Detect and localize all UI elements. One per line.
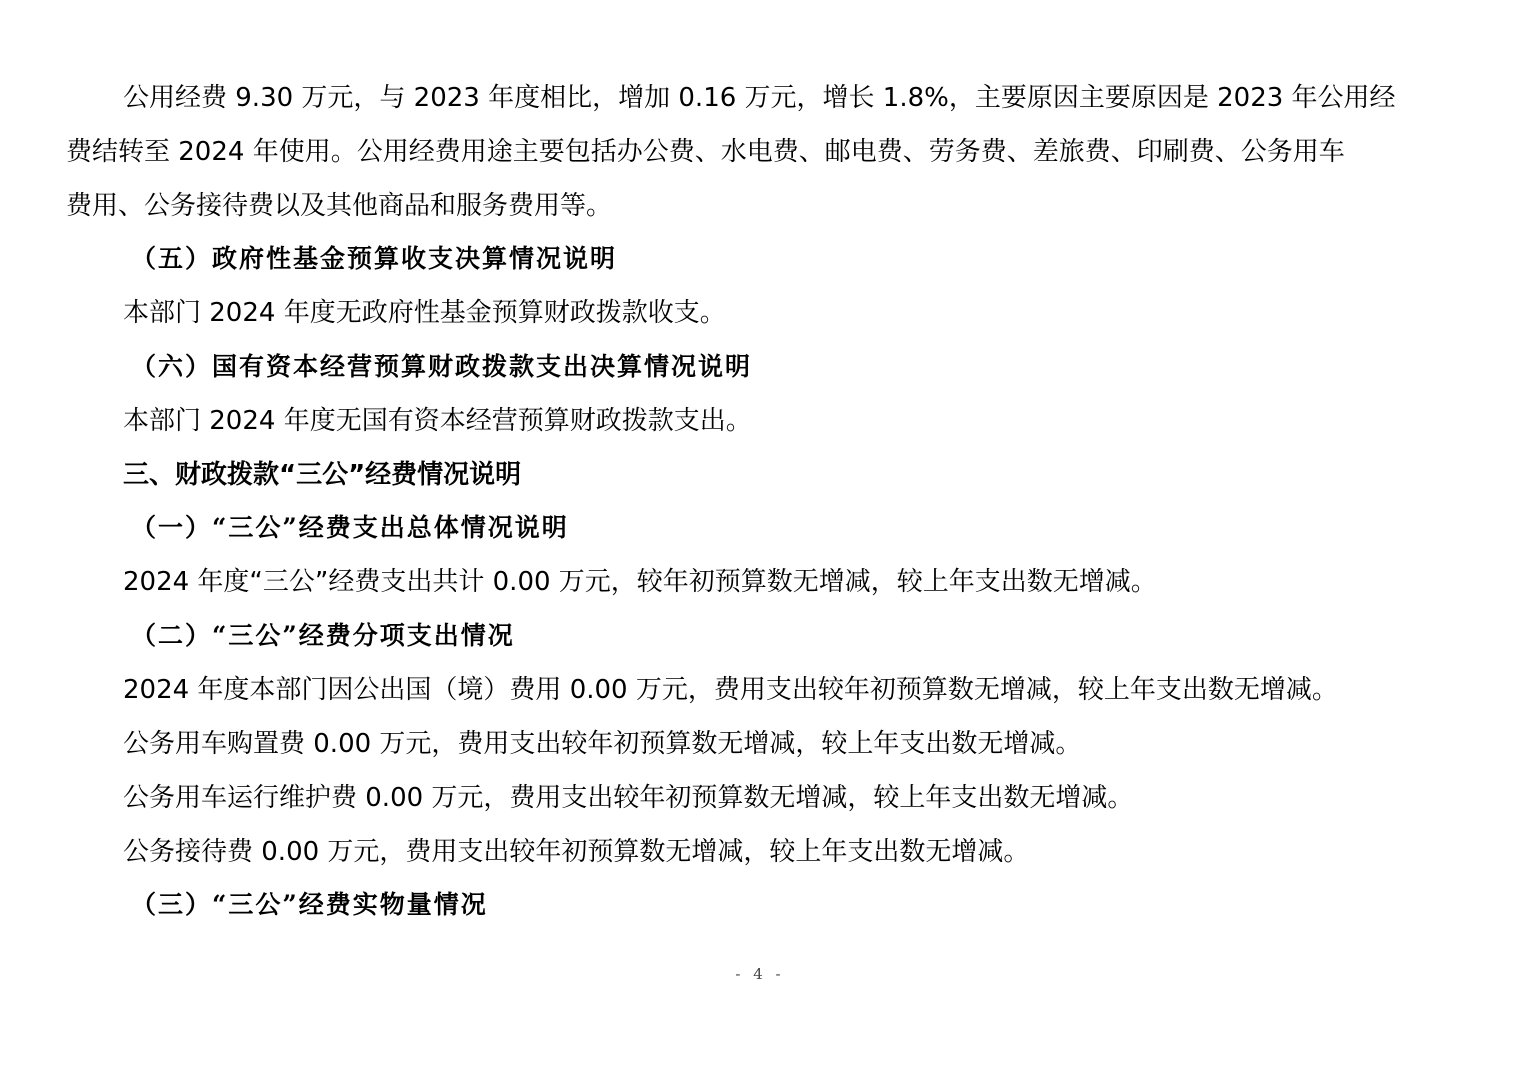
list-item-overseas-travel: 2024 年度本部门因公出国（境）费用 0.00 万元，费用支出较年初预算数无增减，较上年支出数无增减。 (123, 675, 1338, 705)
paragraph-state-capital-budget: 本部门 2024 年度无国有资本经营预算财政拨款支出。 (123, 406, 752, 436)
paragraph-government-fund-budget: 本部门 2024 年度无政府性基金预算财政拨款收支。 (123, 298, 726, 328)
subheading-overall-expenses: （一）“三公”经费支出总体情况说明 (131, 513, 569, 542)
list-item-vehicle-maintenance: 公务用车运行维护费 0.00 万元，费用支出较年初预算数无增减，较上年支出数无增减。 (123, 783, 1134, 813)
paragraph-public-funds-line-2: 费结转至 2024 年使用。公用经费用途主要包括办公费、水电费、邮电费、劳务费、差旅费、印刷费、公务用车 (66, 137, 1345, 167)
subheading-itemized-expenses: （二）“三公”经费分项支出情况 (131, 621, 515, 650)
heading-government-fund-budget: （五）政府性基金预算收支决算情况说明 (131, 244, 618, 273)
section-heading-three-public-expenses: 三、财政拨款“三公”经费情况说明 (123, 460, 522, 490)
heading-state-capital-budget: （六）国有资本经营预算财政拨款支出决算情况说明 (131, 352, 753, 381)
list-item-vehicle-purchase: 公务用车购置费 0.00 万元，费用支出较年初预算数无增减，较上年支出数无增减。 (123, 729, 1082, 759)
paragraph-overall-expenses: 2024 年度“三公”经费支出共计 0.00 万元，较年初预算数无增减，较上年支出数无增减。 (123, 567, 1157, 597)
paragraph-public-funds-line-1: 公用经费 9.30 万元，与 2023 年度相比，增加 0.16 万元，增长 1.8%，主要原因主要原因是 2023 年公用经 (123, 83, 1396, 113)
list-item-official-reception: 公务接待费 0.00 万元，费用支出较年初预算数无增减，较上年支出数无增减。 (123, 837, 1030, 867)
subheading-physical-quantity: （三）“三公”经费实物量情况 (131, 890, 488, 919)
page-number: - 4 - (735, 965, 785, 983)
paragraph-public-funds-line-3: 费用、公务接待费以及其他商品和服务费用等。 (66, 191, 613, 221)
